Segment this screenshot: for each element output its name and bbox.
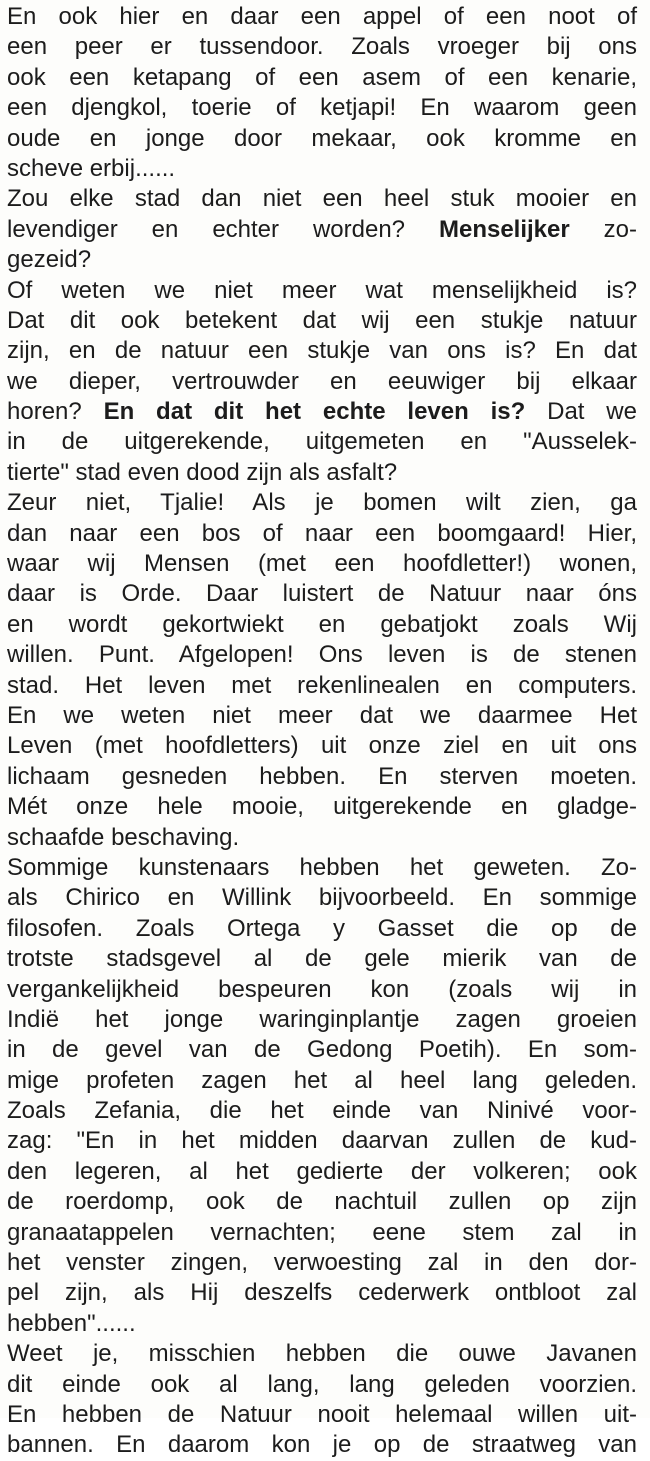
text-line bbox=[7, 1035, 637, 1065]
text-segment: als Chirico en Willink bijvoorbeeld. En sommige bbox=[7, 884, 637, 912]
text-line bbox=[7, 458, 637, 488]
text-segment: en wordt gekortwiekt en gebatjokt zoals Wij bbox=[7, 610, 637, 638]
text-segment: gezeid? bbox=[7, 246, 92, 274]
text-segment: ook een ketapang of een asem of een kenarie, bbox=[7, 63, 637, 91]
text-segment: een djengkol, toerie of ketjapi! En waarom geen bbox=[7, 94, 637, 122]
text-line bbox=[7, 914, 637, 944]
text-column bbox=[7, 2, 637, 1461]
text-line bbox=[7, 488, 637, 518]
text-line bbox=[7, 1005, 637, 1035]
text-segment: een peer er tussendoor. Zoals vroeger bij ons bbox=[7, 33, 637, 61]
text-line bbox=[7, 549, 637, 579]
text-segment: levendiger en echter worden? bbox=[7, 215, 439, 243]
text-segment: in de gevel van de Gedong Poetih). En som- bbox=[7, 1036, 637, 1064]
text-line bbox=[7, 1370, 637, 1400]
text-line bbox=[7, 610, 637, 640]
text-line bbox=[7, 245, 637, 275]
text-line bbox=[7, 184, 637, 214]
text-line bbox=[7, 154, 637, 184]
text-segment: mige profeten zagen het al heel lang geleden. bbox=[7, 1066, 637, 1094]
text-line bbox=[7, 701, 637, 731]
text-segment: En hebben de Natuur nooit helemaal willen uit- bbox=[7, 1400, 637, 1428]
text-line bbox=[7, 1400, 637, 1430]
text-line bbox=[7, 124, 637, 154]
text-segment: het venster zingen, verwoesting zal in den dor- bbox=[7, 1249, 637, 1277]
text-line bbox=[7, 731, 637, 761]
bold-text-segment: Menselijker bbox=[438, 215, 570, 243]
text-segment: Mét onze hele mooie, uitgerekende en gladge- bbox=[7, 793, 637, 821]
text-line bbox=[7, 853, 637, 883]
text-segment: Weet je, misschien hebben die ouwe Javanen bbox=[7, 1340, 637, 1368]
text-segment: zag: "En in het midden daarvan zullen de kud- bbox=[7, 1127, 637, 1155]
text-line bbox=[7, 519, 637, 549]
text-segment: lichaam gesneden hebben. En sterven moeten. bbox=[7, 762, 637, 790]
text-segment: pel zijn, als Hij deszelfs cederwerk ontbloot zal bbox=[7, 1279, 637, 1307]
text-segment: trotste stadsgevel al de gele mierik van de bbox=[7, 945, 637, 973]
text-line bbox=[7, 93, 637, 123]
text-segment: Sommige kunstenaars hebben het geweten. Zo- bbox=[7, 853, 637, 881]
text-segment: Dat we bbox=[525, 398, 637, 426]
text-line bbox=[7, 276, 637, 306]
text-line bbox=[7, 1096, 637, 1126]
text-segment: filosofen. Zoals Ortega y Gasset die op de bbox=[7, 914, 637, 942]
text-line bbox=[7, 944, 637, 974]
text-line bbox=[7, 215, 637, 245]
text-segment: in de uitgerekende, uitgemeten en "Ausselek- bbox=[7, 428, 637, 456]
text-line bbox=[7, 792, 637, 822]
text-line bbox=[7, 63, 637, 93]
text-segment: dit einde ook al lang, lang geleden voorzien. bbox=[7, 1370, 637, 1398]
text-line bbox=[7, 367, 637, 397]
text-segment: En we weten niet meer dat we daarmee Het bbox=[7, 701, 637, 729]
text-line bbox=[7, 1248, 637, 1278]
text-segment: Of weten we niet meer wat menselijkheid is? bbox=[7, 276, 637, 304]
text-segment: zo- bbox=[569, 215, 638, 243]
text-segment: tierte" stad even dood zijn als asfalt? bbox=[7, 458, 398, 486]
text-segment: hebben"...... bbox=[7, 1309, 136, 1337]
text-segment: scheve erbij...... bbox=[7, 154, 176, 182]
text-line bbox=[7, 823, 637, 853]
text-segment: daar is Orde. Daar luistert de Natuur naar óns bbox=[7, 580, 637, 608]
text-segment: willen. Punt. Afgelopen! Ons leven is de stenen bbox=[7, 641, 637, 669]
text-line bbox=[7, 762, 637, 792]
bold-text-segment: En dat dit het echte leven is? bbox=[103, 398, 526, 426]
text-segment: horen? bbox=[7, 398, 104, 426]
text-line bbox=[7, 1126, 637, 1156]
text-segment: we dieper, vertrouwder en eeuwiger bij elkaar bbox=[7, 367, 637, 395]
text-segment: granaatappelen vernachten; eene stem zal in bbox=[7, 1218, 637, 1246]
text-line bbox=[7, 397, 637, 427]
text-line bbox=[7, 1157, 637, 1187]
text-line bbox=[7, 1218, 637, 1248]
text-segment: vergankelijkheid bespeuren kon (zoals wij in bbox=[7, 975, 637, 1003]
text-line bbox=[7, 1309, 637, 1339]
text-segment: schaafde beschaving. bbox=[7, 823, 240, 851]
text-segment: bannen. En daarom kon je op de straatweg van bbox=[7, 1431, 637, 1459]
text-line bbox=[7, 1339, 637, 1369]
text-segment: Zeur niet, Tjalie! Als je bomen wilt zien, ga bbox=[7, 489, 637, 517]
text-line bbox=[7, 336, 637, 366]
text-segment: waar wij Mensen (met een hoofdletter!) wonen, bbox=[7, 550, 637, 578]
text-line bbox=[7, 1278, 637, 1308]
text-segment: En ook hier en daar een appel of een noot of bbox=[7, 3, 637, 30]
text-segment: zijn, en de natuur een stukje van ons is? En dat bbox=[7, 337, 637, 365]
text-segment: dan naar een bos of naar een boomgaard! Hier, bbox=[7, 519, 637, 547]
text-segment: de roerdomp, ook de nachtuil zullen op zijn bbox=[7, 1188, 637, 1216]
text-line bbox=[7, 579, 637, 609]
text-line bbox=[7, 1430, 637, 1460]
text-segment: oude en jonge door mekaar, ook kromme en bbox=[7, 124, 637, 152]
text-segment: Dat dit ook betekent dat wij een stukje natuur bbox=[7, 306, 637, 334]
text-line bbox=[7, 671, 637, 701]
text-line bbox=[7, 306, 637, 336]
text-line bbox=[7, 1066, 637, 1096]
text-line bbox=[7, 427, 637, 457]
text-segment: Zoals Zefania, die het einde van Ninivé voor- bbox=[7, 1097, 637, 1125]
text-segment: Zou elke stad dan niet een heel stuk mooier en bbox=[7, 185, 637, 213]
text-line bbox=[7, 975, 637, 1005]
text-line bbox=[7, 883, 637, 913]
text-segment: Indië het jonge waringinplantje zagen groeien bbox=[7, 1005, 637, 1033]
text-segment: stad. Het leven met rekenlinealen en computers. bbox=[7, 671, 637, 699]
text-line bbox=[7, 640, 637, 670]
text-line bbox=[7, 32, 637, 62]
text-line bbox=[7, 1187, 637, 1217]
text-line bbox=[7, 2, 637, 32]
text-segment: den legeren, al het gedierte der volkeren; ook bbox=[7, 1157, 637, 1185]
text-segment: Leven (met hoofdletters) uit onze ziel en uit ons bbox=[7, 732, 637, 760]
